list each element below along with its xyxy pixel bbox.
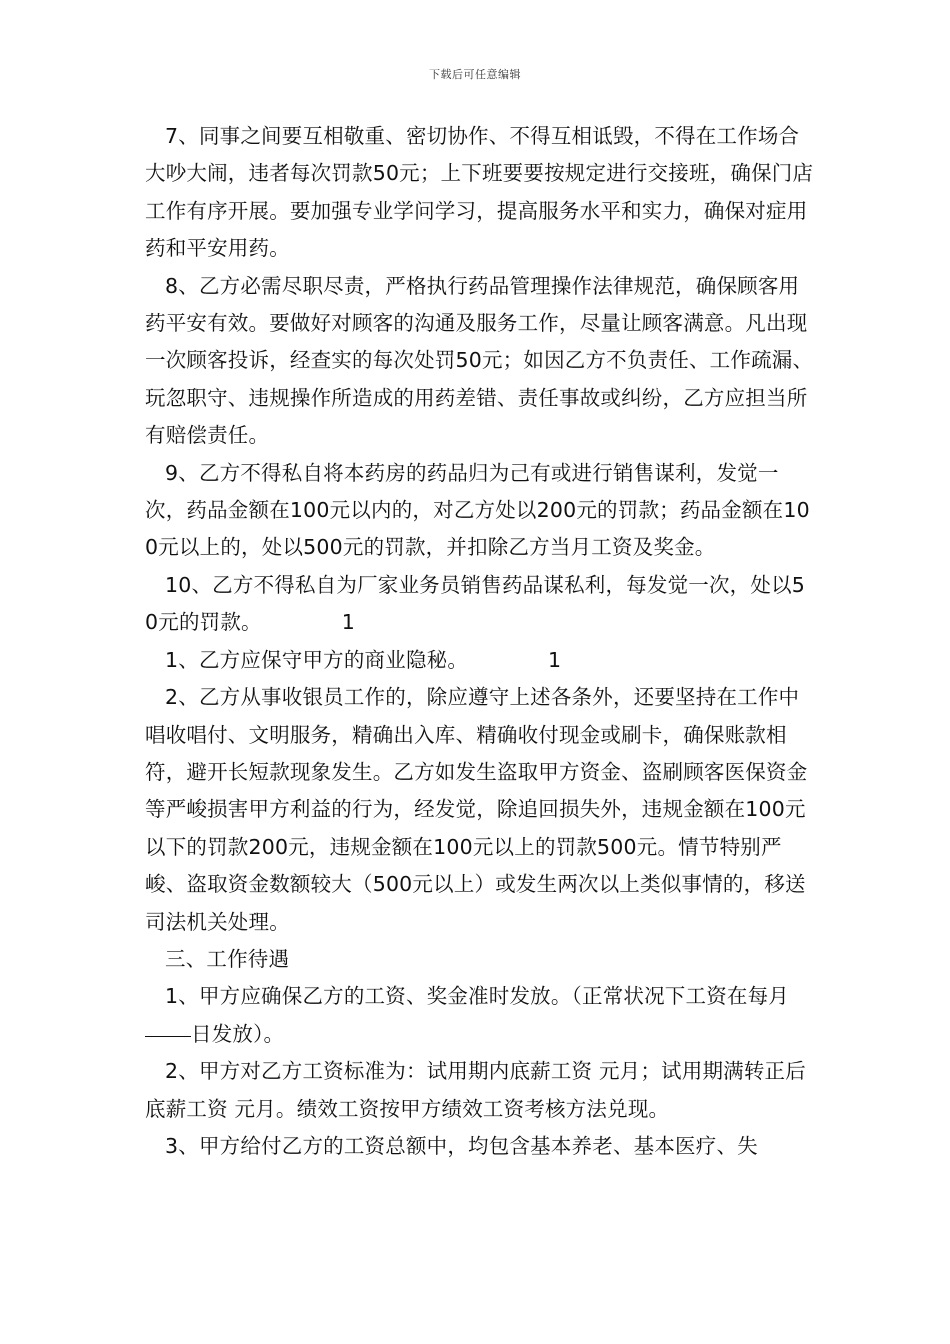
clause-9: 9、乙方不得私自将本药房的药品归为己有或进行销售谋利，发觉一次，药品金额在100元以内的，对乙方处以200元的罚款；药品金额在100元以上的，处以500元的罚款，并扣除乙方当月工资及奖金。 xyxy=(145,460,810,560)
treatment-clause-3: 3、甲方给付乙方的工资总额中，均包含基本养老、基本医疗、失 xyxy=(165,1133,758,1158)
page-marker: 1 xyxy=(341,610,355,635)
clause-confidentiality xyxy=(145,642,817,679)
treatment-clause-1 xyxy=(145,978,817,1053)
page-header: 下载后可任意编辑 xyxy=(429,68,521,81)
treatment-clause-1-text-b: 日发放）。 xyxy=(191,1021,285,1046)
clause-10-text: 10、乙方不得私自为厂家业务员销售药品谋私利，每发觉一次，处以50元的罚款。 xyxy=(145,572,806,635)
treatment-clause-1-text-a: 1、甲方应确保乙方的工资、奖金准时发放。（正常状况下工资在每月 xyxy=(165,984,789,1009)
treatment-clause-2: 2、甲方对乙方工资标准为：试用期内底薪工资 元月；试用期满转正后底薪工资 元月。绩效工资按甲方绩效工资考核方法兑现。 xyxy=(145,1059,806,1121)
document-body xyxy=(145,118,817,1165)
clause-confidentiality-text: 1、乙方应保守甲方的商业隐秘。 xyxy=(165,647,469,672)
fill-in-blank xyxy=(145,1014,191,1037)
page-marker: 1 xyxy=(548,647,562,672)
clause-8: 8、乙方必需尽职尽责，严格执行药品管理操作法律规范，确保顾客用药平安有效。要做好对顾客的沟通及服务工作，尽量让顾客满意。凡出现一次顾客投诉，经查实的每次处罚50元；如因乙方不负责任、工作疏漏、玩忽职守、违规操作所造成的用药差错、责任事故或纠纷，乙方应担当所有赔偿责任。 xyxy=(145,273,814,448)
clause-7: 7、同事之间要互相敬重、密切协作、不得互相诋毁，不得在工作场合大吵大闹，违者每次罚款50元；上下班要要按规定进行交接班，确保门店工作有序开展。要加强专业学问学习，提高服务水平和实力，确保对症用药和平安用药。 xyxy=(145,124,814,261)
section-heading-work-treatment: 三、工作待遇 xyxy=(165,946,290,971)
clause-cashier: 2、乙方从事收银员工作的，除应遵守上述各条外，还要坚持在工作中唱收唱付、文明服务，精确出入库、精确收付现金或刷卡，确保账款相符，避开长短款现象发生。乙方如发生盗取甲方资金、盗刷顾客医保资金等严峻损害甲方利益的行为，经发觉，除追回损失外，违规金额在100元以下的罚款200元，违规金额在100元以上的罚款500元。情节特别严峻、盗取资金数额较大（500元以上）或发生两次以上类似事情的，移送司法机关处理。 xyxy=(145,685,808,934)
clause-10 xyxy=(145,567,817,642)
